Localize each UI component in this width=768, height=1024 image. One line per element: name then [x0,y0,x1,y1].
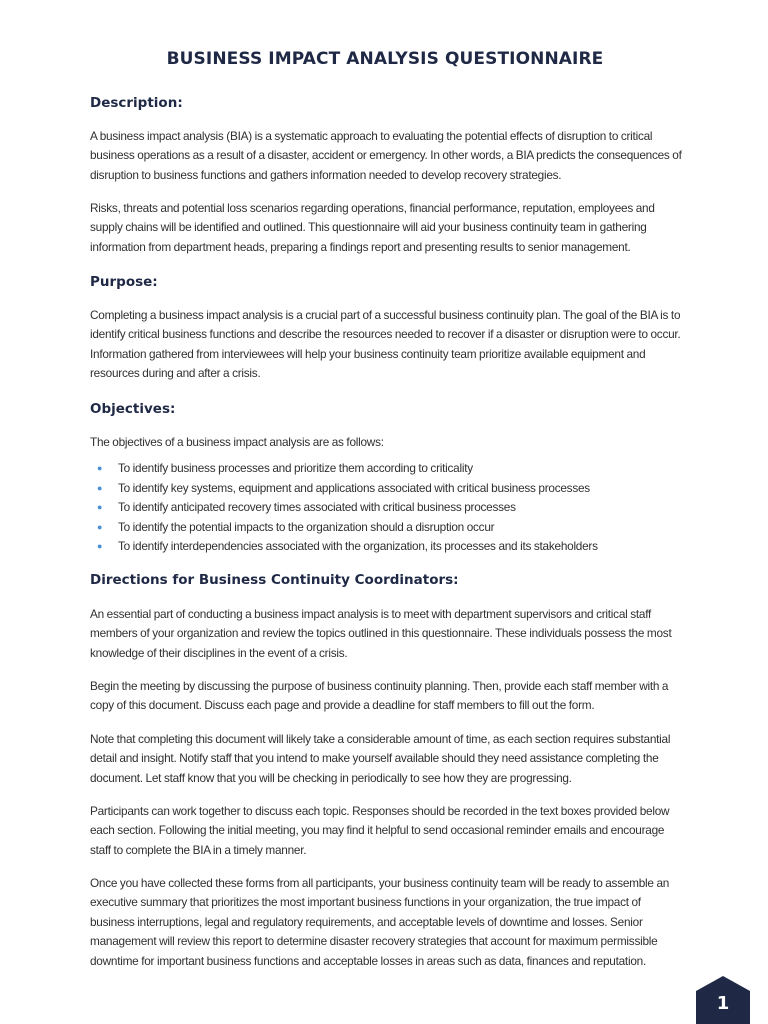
page-number: 1 [716,993,730,1014]
description-heading: Description: [90,95,183,111]
bullet-icon: ● [97,463,103,473]
list-item: ● To identify key systems, equipment and applications associated with critical business processes [90,479,680,499]
list-item: ● To identify interdependencies associated with the organization, its processes and its stakeholders [90,537,680,557]
objectives-heading: Objectives: [90,401,176,417]
purpose-heading: Purpose: [90,274,158,290]
directions-paragraph-5: Once you have collected these forms from all participants, your business continuity team will be ready to assemble an executive summary that prioritizes the most important business functions in your organization, the true impact of business interruptions, legal and regulatory requirements, and acceptable levels of downtime and losses. Senior management will review this report to determine disaster recovery strategies that account for maximum permissible downtime for important business functions and acceptable losses in areas such as data, finances and reputation. [90,876,670,968]
objectives-list [90,459,680,557]
list-item: ● To identify business processes and prioritize them according to criticality [90,459,680,479]
document-title: BUSINESS IMPACT ANALYSIS QUESTIONNAIRE [166,49,604,69]
page-number-badge [696,976,750,1024]
directions-paragraph-1: An essential part of conducting a business impact analysis is to meet with department supervisors and critical staff members of your organization and review the topics outlined in this questionnaire. These individuals possess the most knowledge of their disciplines in the event of a crisis. [90,607,672,660]
directions-paragraph-2: Begin the meeting by discussing the purpose of business continuity planning. Then, provide each staff member with a copy of this document. Discuss each page and provide a deadline for staff members to fill out the form. [90,679,669,713]
list-item: ● To identify anticipated recovery times associated with critical business processes [90,498,680,518]
directions-heading: Directions for Business Continuity Coordinators: [90,572,459,588]
list-item: ● To identify the potential impacts to the organization should a disruption occur [90,518,680,538]
description-paragraph-1: A business impact analysis (BIA) is a systematic approach to evaluating the potential effects of disruption to critical business operations as a result of a disaster, accident or emergency. In other words, a BIA predicts the consequences of disruption to business functions and gathers information needed to develop recovery strategies. [90,129,682,182]
purpose-paragraph: Completing a business impact analysis is a crucial part of a successful business continuity plan. The goal of the BIA is to identify critical business functions and describe the resources needed to recover if a disaster or disruption were to occur. Information gathered from interviewees will help your business continuity team prioritize available equipment and resources during and after a crisis. [90,308,681,381]
directions-paragraph-4: Participants can work together to discuss each topic. Responses should be recorded in the text boxes provided below each section. Following the initial meeting, you may find it helpful to send occasional reminder emails and encourage staff to complete the BIA in a timely manner. [90,804,670,857]
bullet-icon: ● [97,541,103,551]
directions-paragraph-3: Note that completing this document will likely take a considerable amount of time, as each section requires substantial detail and insight. Notify staff that you intend to make yourself available should they need assistance completing the document. Let staff know that you will be checking in periodically to see how they are progressing. [90,732,671,785]
bullet-icon: ● [97,482,103,493]
bullet-icon: ● [97,521,103,532]
bullet-icon: ● [97,502,103,512]
objectives-intro: The objectives of a business impact analysis are as follows: [90,435,384,449]
description-paragraph-2: Risks, threats and potential loss scenarios regarding operations, financial performance, reputation, employees and supply chains will be identified and outlined. This questionnaire will aid your business continuity team in gathering information from department heads, preparing a findings report and presenting results to senior management. [90,201,655,254]
